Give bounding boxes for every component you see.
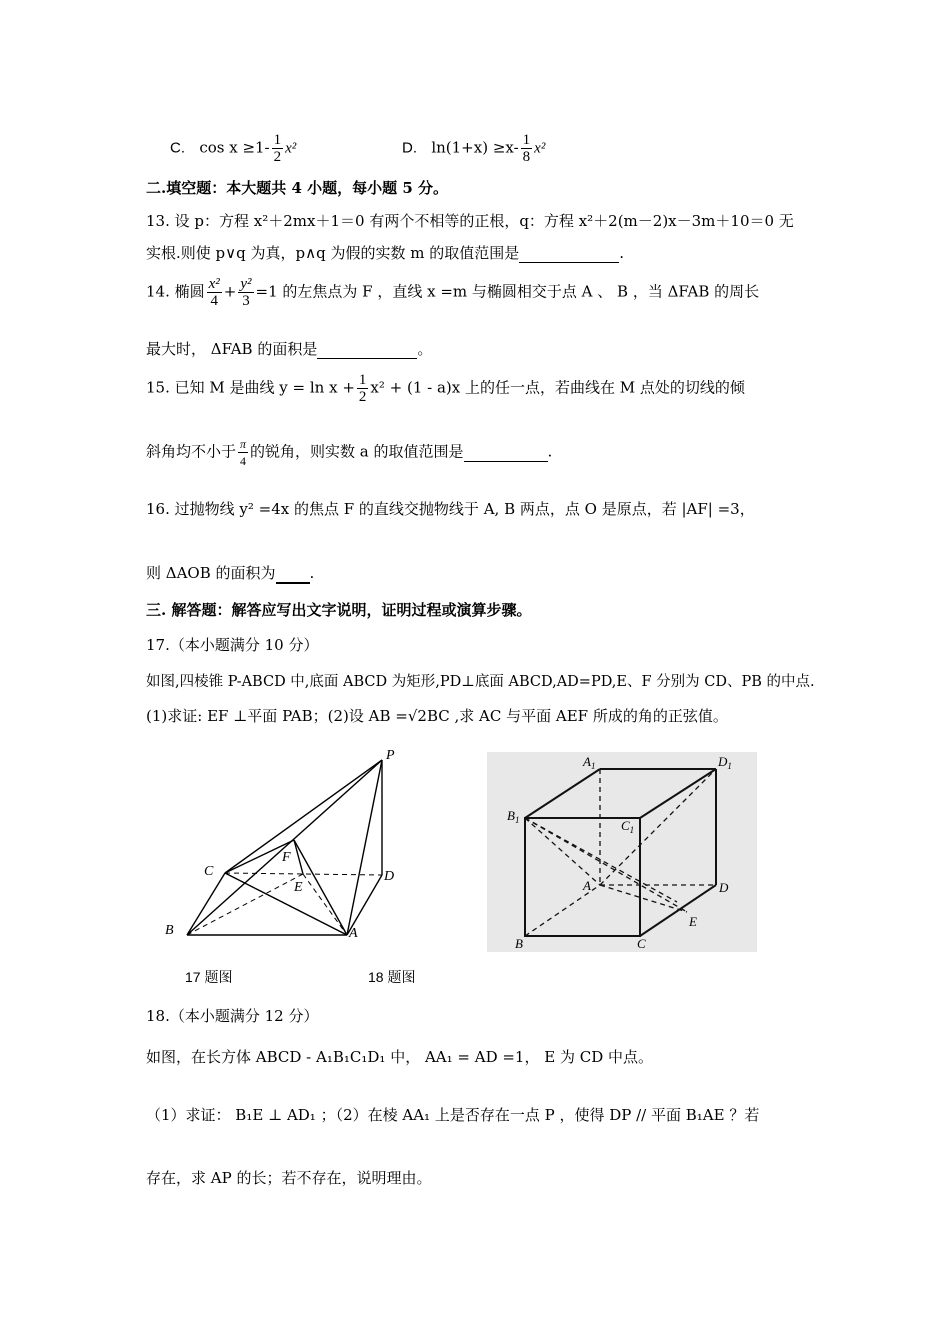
q15-fraction: $\frac{1}{2}$ bbox=[358, 372, 367, 405]
option-c-expr: cos x ≥1- bbox=[199, 138, 270, 157]
figure-17-pyramid bbox=[160, 745, 420, 945]
fig18-label-A: A bbox=[583, 878, 591, 893]
fig17-label-B: B bbox=[165, 923, 174, 938]
option-d-expr: ln(1+x) ≥x- bbox=[431, 138, 519, 157]
fig18-label-B: B bbox=[515, 936, 523, 951]
q18-head: 18.（本小题满分 12 分） bbox=[146, 1007, 319, 1025]
q13-blank bbox=[519, 244, 619, 263]
caption-18: 18 题图 bbox=[368, 969, 416, 985]
fig17-label-C: C bbox=[204, 864, 214, 879]
q14-blank bbox=[317, 340, 417, 359]
fig18-label-D: D bbox=[719, 880, 729, 895]
option-d bbox=[402, 132, 545, 165]
caption-17: 17 题图 bbox=[185, 969, 233, 985]
fig18-label-C: C bbox=[637, 936, 646, 951]
q14-fraction-x: $\frac{\text{x²}}{4}$ bbox=[208, 276, 220, 309]
section-3-heading: 三. 解答题：解答应写出文字说明，证明过程或演算步骤。 bbox=[146, 601, 532, 619]
q18-line2: （1）求证： B₁E ⊥ AD₁ ；（2）在棱 AA₁ 上是否存在一点 P ，使得 DP // 平面 B₁AE ？若 bbox=[146, 1106, 760, 1124]
fig18-label-B1: $B_1$ bbox=[507, 808, 520, 825]
q14-line1: 14. 椭圆 $\frac{\text{x²}}{4}$ + $\frac{\text{y²}}{3}$ =1 的左焦点为 F ，直线 x =m 与椭圆相交于点 A 、 B ，当 ΔFAB 的周长 bbox=[146, 276, 760, 309]
option-c bbox=[170, 132, 296, 165]
q14-fraction-y: $\frac{\text{y²}}{3}$ bbox=[240, 276, 252, 309]
option-d-fraction: $\frac{1}{8}$ bbox=[522, 132, 531, 165]
fig18-label-D1: $D_1$ bbox=[718, 754, 732, 771]
q15-line2: 斜角均不小于 $\frac{\pi}{4}$ 的锐角，则实数 a 的取值范围是 . bbox=[146, 437, 553, 468]
fig18-label-C1: $C_1$ bbox=[621, 818, 635, 835]
section-2-heading: 二.填空题：本大题共 4 小题，每小题 5 分。 bbox=[146, 179, 448, 197]
q15-fraction-pi: $\frac{\pi}{4}$ bbox=[240, 437, 247, 468]
q16-blank bbox=[276, 564, 310, 584]
q17-head: 17.（本小题满分 10 分） bbox=[146, 636, 319, 654]
fig17-label-A: A bbox=[349, 926, 358, 941]
fig17-label-E: E bbox=[294, 880, 303, 895]
q15-blank bbox=[464, 443, 548, 462]
option-d-tail: x² bbox=[534, 140, 546, 157]
fig17-label-P: P bbox=[386, 748, 395, 763]
option-c-tail: x² bbox=[285, 140, 297, 157]
q14-line2: 最大时， ΔFAB 的面积是 。 bbox=[146, 340, 433, 358]
q17-line1: 如图,四棱锥 P-ABCD 中,底面 ABCD 为矩形,PD⊥底面 ABCD,AD=PD,E、F 分别为 CD、PB 的中点. bbox=[146, 674, 815, 690]
fig18-label-A1: $A_1$ bbox=[583, 754, 596, 771]
q16-line1: 16. 过抛物线 y² =4x 的焦点 F 的直线交抛物线于 A, B 两点，点 O 是原点，若 |AF| =3， bbox=[146, 500, 755, 518]
q17-line2: (1)求证: EF ⊥平面 PAB；(2)设 AB =√2BC ,求 AC 与平面 AEF 所成的角的正弦值。 bbox=[146, 707, 728, 725]
q13-line2: 实根.则使 p∨q 为真，p∧q 为假的实数 m 的取值范围是 . bbox=[146, 244, 624, 262]
q13-line1: 13. 设 p：方程 x²＋2mx＋1＝0 有两个不相等的正根，q：方程 x²＋2(m－2)x－3m＋10＝0 无 bbox=[146, 212, 794, 230]
fig17-label-D: D bbox=[384, 869, 395, 884]
q16-line2: 则 ΔAOB 的面积为 . bbox=[146, 564, 315, 582]
q18-line1: 如图，在长方体 ABCD - A₁B₁C₁D₁ 中， AA₁ = AD =1， E 为 CD 中点。 bbox=[146, 1048, 654, 1066]
q15-line1: 15. 已知 M 是曲线 y = ln x + $\frac{1}{2}$ x² + (1 - a)x 上的任一点，若曲线在 M 点处的切线的倾 bbox=[146, 372, 745, 405]
fig18-label-E: E bbox=[689, 914, 697, 929]
option-c-fraction: $\frac{1}{2}$ bbox=[273, 132, 282, 165]
q18-line3: 存在，求 AP 的长；若不存在，说明理由。 bbox=[146, 1169, 432, 1187]
option-c-label: C. bbox=[170, 139, 185, 157]
fig17-label-F: F bbox=[282, 850, 291, 865]
option-d-label: D. bbox=[402, 139, 417, 157]
figure-18-cuboid bbox=[487, 752, 757, 952]
